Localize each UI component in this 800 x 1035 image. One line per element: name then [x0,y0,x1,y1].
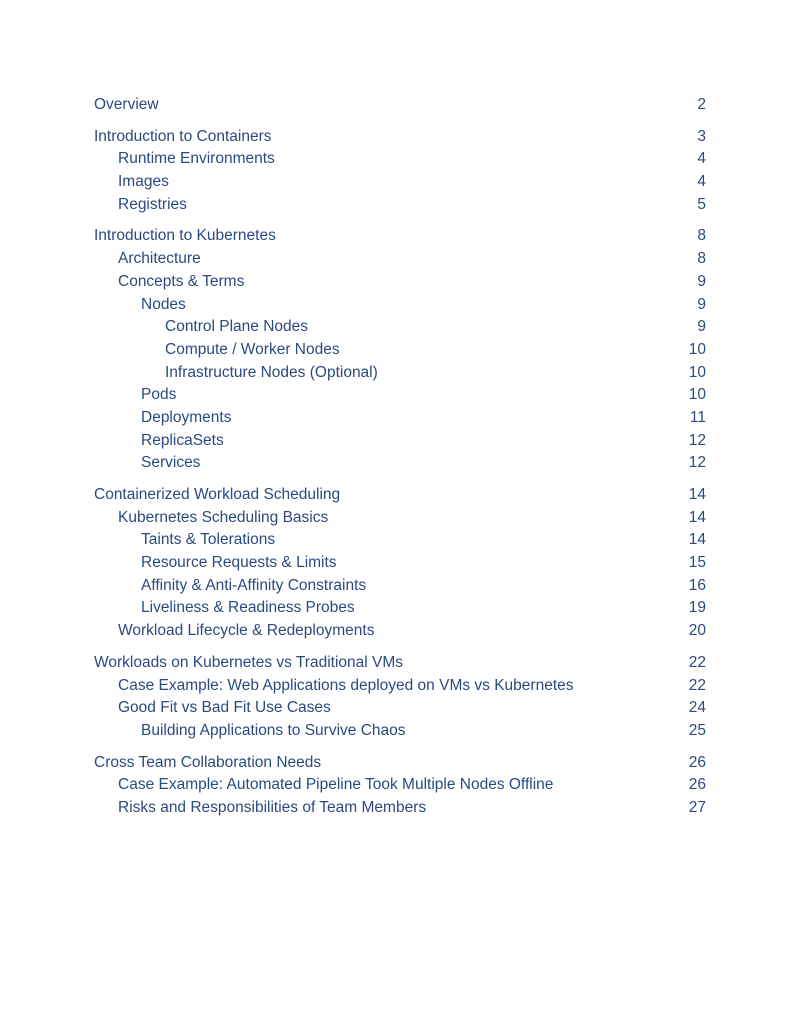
toc-entry[interactable] [94,294,706,317]
toc-entry-page: 12 [688,454,706,472]
toc-entry[interactable] [94,529,706,552]
toc-entry-page: 4 [697,150,706,168]
toc-entry[interactable] [94,507,706,530]
toc-section-kubernetes [94,225,706,475]
toc-entry[interactable] [94,620,706,643]
table-of-contents [94,94,706,829]
toc-entry-title: Introduction to Kubernetes [94,227,276,245]
toc-entry-page: 22 [688,676,706,694]
toc-entry[interactable] [94,407,706,430]
toc-entry[interactable] [94,362,706,385]
toc-entry-title: Case Example: Web Applications deployed on VMs vs Kubernetes [118,676,574,694]
toc-entry[interactable] [94,171,706,194]
toc-section-containers [94,126,706,217]
toc-entry-page: 20 [688,622,706,640]
toc-entry-page: 14 [688,531,706,549]
toc-entry[interactable] [94,597,706,620]
toc-entry[interactable] [94,774,706,797]
toc-entry-page: 22 [688,653,706,671]
toc-entry-page: 9 [697,272,706,290]
toc-entry-title: Kubernetes Scheduling Basics [118,508,329,526]
toc-entry-title: Overview [94,96,159,113]
toc-entry-page: 15 [688,554,706,572]
toc-entry[interactable] [94,384,706,407]
toc-entry-page: 16 [688,576,706,594]
toc-entry-page: 24 [688,699,706,717]
toc-entry-page: 5 [697,195,706,213]
toc-entry[interactable] [94,271,706,294]
toc-entry-page: 10 [688,340,706,358]
toc-entry[interactable] [94,452,706,475]
toc-entry[interactable] [94,797,706,820]
toc-entry-title: Cross Team Collaboration Needs [94,753,322,771]
toc-entry-title: Nodes [141,295,186,313]
toc-entry-title: Workloads on Kubernetes vs Traditional VMs [94,653,404,671]
toc-entry-title: Images [118,173,169,191]
toc-entry-page: 27 [688,798,706,816]
toc-entry-page: 8 [697,250,706,268]
toc-entry-title: Concepts & Terms [118,272,245,290]
toc-entry-title: Affinity & Anti-Affinity Constraints [141,576,367,594]
toc-entry-page: 8 [697,227,706,245]
toc-entry-title: Services [141,454,201,472]
toc-entry[interactable] [94,194,706,217]
toc-entry-title: Registries [118,195,187,213]
toc-entry-page: 11 [689,408,706,426]
toc-entry[interactable] [94,148,706,171]
toc-section-scheduling [94,484,706,643]
toc-entry-page: 10 [688,386,706,404]
toc-entry-title: Compute / Worker Nodes [165,340,340,358]
toc-entry-page: 25 [688,721,706,739]
toc-entry-page: 14 [688,486,706,503]
toc-entry[interactable] [94,339,706,362]
toc-entry[interactable] [94,652,706,675]
toc-entry[interactable] [94,720,706,743]
toc-entry[interactable] [94,675,706,698]
toc-entry-title: Building Applications to Survive Chaos [141,721,406,739]
toc-entry-page: 2 [697,96,706,113]
toc-entry-title: Pods [141,386,177,404]
toc-entry-title: Infrastructure Nodes (Optional) [165,363,378,381]
toc-section-workloads [94,652,706,743]
toc-entry-page: 4 [697,173,706,191]
toc-entry[interactable] [94,430,706,453]
toc-entry-page: 26 [688,753,706,771]
toc-entry-title: Runtime Environments [118,150,275,168]
toc-entry-title: Architecture [118,250,201,268]
toc-entry[interactable] [94,697,706,720]
toc-entry-page: 14 [688,508,706,526]
toc-entry[interactable] [94,126,706,149]
toc-entry-title: Control Plane Nodes [165,318,309,336]
toc-entry[interactable] [94,248,706,271]
toc-entry-page: 10 [688,363,706,381]
toc-section-overview [94,94,706,117]
toc-entry-page: 26 [688,776,706,794]
toc-entry-title: Taints & Tolerations [141,531,276,549]
toc-entry[interactable] [94,94,706,117]
toc-entry-page: 3 [697,127,706,145]
toc-entry-title: Liveliness & Readiness Probes [141,599,355,617]
toc-entry-title: Workload Lifecycle & Redeployments [118,622,375,640]
toc-entry-title: Resource Requests & Limits [141,554,337,572]
toc-entry[interactable] [94,484,706,507]
toc-entry[interactable] [94,752,706,775]
toc-entry-page: 9 [697,318,706,336]
toc-entry-page: 19 [688,599,706,617]
toc-entry-title: Risks and Responsibilities of Team Members [118,798,427,816]
toc-entry[interactable] [94,225,706,248]
toc-entry[interactable] [94,552,706,575]
toc-entry-title: ReplicaSets [141,431,224,449]
toc-section-collaboration [94,752,706,820]
toc-entry[interactable] [94,316,706,339]
toc-entry-title: Deployments [141,408,232,426]
toc-entry-title: Good Fit vs Bad Fit Use Cases [118,699,331,717]
toc-entry[interactable] [94,575,706,598]
toc-entry-title: Introduction to Containers [94,127,272,145]
toc-entry-title: Case Example: Automated Pipeline Took Multiple Nodes Offline [118,776,554,794]
toc-entry-page: 12 [688,431,706,449]
toc-entry-title: Containerized Workload Scheduling [94,486,341,503]
toc-entry-page: 9 [697,295,706,313]
